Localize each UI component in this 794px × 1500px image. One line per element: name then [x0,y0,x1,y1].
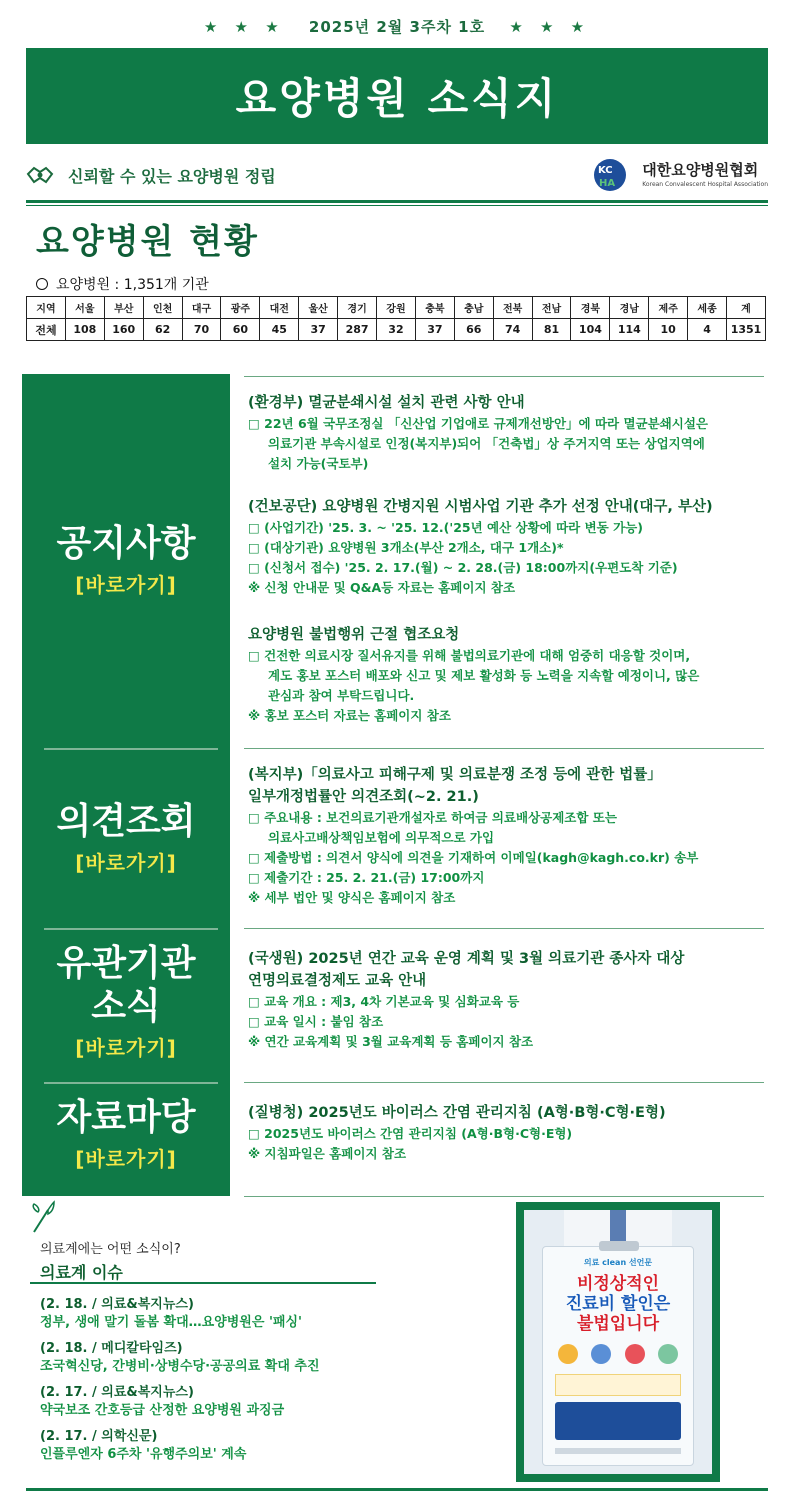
opinion-line: □ 제출방법 : 의견서 양식에 의견을 기재하여 이메일(kagh@kagh.co.kr) 송부 [248,850,699,865]
menu-related-title-1[interactable]: 유관기관 [56,943,196,984]
clip-graphic [599,1241,639,1251]
count-cell: 32 [377,319,416,341]
notice-title[interactable]: (건보공단) 요양병원 간병지원 시범사업 기관 추가 선정 안내(대구, 부산) [248,499,713,515]
poster-image [524,1210,712,1474]
region-cell: 울산 [299,297,338,319]
issue-item[interactable] [40,1340,480,1376]
bed-icon [658,1344,678,1364]
notice-title[interactable]: 요양병원 불법행위 근절 협조요청 [248,627,460,643]
count-cell: 108 [65,319,104,341]
slogan-text: 신뢰할 수 있는 요양병원 정립 [68,166,276,186]
notice-line: 관심과 참여 부탁드립니다. [268,688,415,703]
opinion-title[interactable]: (복지부)「의료사고 피해구제 및 의료분쟁 조정 등에 관한 법률」 [248,767,662,783]
count-cell: 10 [649,319,688,341]
related-line: ※ 연간 교육계획 및 3월 교육계획 등 홈페이지 참조 [248,1034,534,1049]
poster-notice-box [555,1374,681,1396]
tie-graphic [610,1210,626,1244]
stars-right: ★ ★ ★ [509,18,591,36]
issue-headline[interactable]: 정부, 생애 말기 돌봄 확대…요양병원은 '패싱' [40,1315,303,1330]
menu-resources-link[interactable]: [바로가기] [75,1147,177,1172]
region-cell: 경남 [610,297,649,319]
location-icon [625,1344,645,1364]
count-cell: 70 [182,319,221,341]
notice-line: □ 건전한 의료시장 질서유지를 위해 불법의료기관에 대해 엄중히 대응할 것이며, [248,648,691,663]
poster-headline-3: 불법입니다 [576,1314,660,1334]
menu-related-link[interactable]: [바로가기] [75,1036,177,1061]
coin-icon [558,1344,578,1364]
menu-notices-link[interactable]: [바로가기] [75,573,177,598]
menu-related[interactable] [22,942,230,1061]
notice-line: 의료기관 부속시설로 인정(복지부)되어 「건축법」상 주거지역 또는 상업지역에 [268,436,705,451]
campaign-poster[interactable] [516,1202,720,1482]
resource-line: □ 2025년도 바이러스 간염 관리지침 (A형·B형·C형·E형) [248,1126,573,1141]
poster-tag: 의료 clean 선언문 [583,1258,653,1267]
issue-item[interactable] [40,1384,480,1420]
clipboard-graphic [542,1246,694,1466]
count-cell: 74 [493,319,532,341]
region-cell: 경기 [338,297,377,319]
newsletter-title: 요양병원 소식지 [235,74,559,123]
count-cell: 104 [571,319,610,341]
issue-source: (2. 17. / 의학신문) [40,1429,158,1444]
association-eng: Korean Convalescent Hospital Association [642,180,768,188]
notice-line: □ 22년 6월 국무조정실 「신산업 기업애로 규제개선방안」에 따라 멸균분쇄시설은 [248,416,708,431]
region-cell: 부산 [104,297,143,319]
poster-headline-2: 진료비 할인은 [565,1294,671,1314]
related-line: □ 교육 일시 : 붙임 참조 [248,1014,384,1029]
menu-divider [44,1082,218,1084]
issue-line [0,16,794,37]
content-divider [244,1196,764,1197]
count-cell: 62 [143,319,182,341]
region-table [26,296,766,341]
issue-headline[interactable]: 조국혁신당, 간병비·상병수당·공공의료 확대 추진 [40,1359,320,1374]
content-divider [244,1082,764,1083]
issue-source: (2. 18. / 의료&복지뉴스) [40,1297,194,1312]
region-cell: 경북 [571,297,610,319]
issue-source: (2. 18. / 메디칼타임즈) [40,1341,183,1356]
menu-notices[interactable] [22,522,230,598]
count-cell: 60 [221,319,260,341]
poster-headline-1: 비정상적인 [576,1274,660,1294]
content-divider [244,376,764,377]
issue-item[interactable] [40,1296,480,1332]
related-line: □ 교육 개요 : 제3, 4차 기본교육 및 심화교육 등 [248,994,520,1009]
region-cell: 광주 [221,297,260,319]
opinion-line: □ 주요내용 : 보건의료기관개설자로 하여금 의료배상공제조합 또는 [248,810,617,825]
notice-line: □ (신청서 접수) '25. 2. 17.(월) ~ 2. 28.(금) 18:00까지(우편도착 기준) [248,560,678,575]
divider [26,200,768,203]
issue-label: 2025년 2월 3주차 1호 [308,18,486,36]
count-cell: 287 [338,319,377,341]
count-cell: 37 [415,319,454,341]
poster-icons [543,1344,693,1364]
region-count-row [27,319,766,341]
status-heading: 요양병원 현황 [36,222,259,262]
opinion-line: ※ 세부 법안 및 양식은 홈페이지 참조 [248,890,456,905]
region-cell: 충북 [415,297,454,319]
count-cell: 4 [688,319,727,341]
opinion-line: 의료사고배상책임보험에 의무적으로 가입 [268,830,495,845]
stars-left: ★ ★ ★ [203,18,285,36]
region-cell: 서울 [65,297,104,319]
region-cell: 전남 [532,297,571,319]
poster-headline [543,1274,693,1334]
resource-item [248,1102,768,1164]
opinion-title-2[interactable]: 일부개정법률안 의견조회(~2. 21.) [248,789,479,805]
issue-source: (2. 17. / 의료&복지뉴스) [40,1385,194,1400]
region-cell: 강원 [377,297,416,319]
hospital-count-text: 요양병원 : 1,351개 기관 [56,277,209,293]
handshake-icon [26,164,54,186]
issue-item[interactable] [40,1428,480,1464]
issue-headline[interactable]: 약국보조 간호등급 산정한 요양병원 과징금 [40,1403,285,1418]
count-cell: 1351 [727,319,766,341]
slogan [26,164,276,187]
notice-title[interactable]: (환경부) 멸균분쇄시설 설치 관련 사항 안내 [248,395,525,411]
pen-leaf-icon [30,1200,56,1236]
notice-line: ※ 신청 안내문 및 Q&A등 자료는 홈페이지 참조 [248,580,516,595]
menu-divider [44,928,218,930]
region-cell: 충남 [454,297,493,319]
sub-bar [26,150,768,200]
menu-opinion-link[interactable]: [바로가기] [75,851,177,876]
notice-line: □ (사업기간) '25. 3. ~ '25. 12.('25년 예산 상황에 따라 변동 가능) [248,520,643,535]
issue-prompt: 의료계에는 어떤 소식이? [40,1242,181,1257]
notice-item [248,624,768,726]
person-icon [591,1344,611,1364]
opinion-item [248,764,768,908]
section-nav-column [22,374,230,1196]
poster-footer [555,1448,681,1454]
notice-item [248,392,768,474]
region-row-label: 지역 [27,297,66,319]
region-cell: 계 [727,297,766,319]
menu-resources-title[interactable]: 자료마당 [56,1097,196,1138]
count-cell: 66 [454,319,493,341]
notice-line: 설치 가능(국토부) [268,456,369,471]
count-cell: 45 [260,319,299,341]
notice-line: ※ 홍보 포스터 자료는 홈페이지 참조 [248,708,451,723]
opinion-line: □ 제출기간 : 25. 2. 21.(금) 17:00까지 [248,870,485,885]
count-cell: 114 [610,319,649,341]
count-cell: 81 [532,319,571,341]
issue-divider [30,1282,376,1284]
association-logo [590,157,768,193]
region-cell: 대구 [182,297,221,319]
menu-opinion[interactable] [22,800,230,876]
menu-opinion-title[interactable]: 의견조회 [56,801,196,842]
svg-text:HA: HA [599,178,616,189]
issue-section-title: 의료계 이슈 [40,1263,123,1282]
region-cell: 인천 [143,297,182,319]
association-name: 대한요양병원협회 [642,160,759,179]
content-divider [244,928,764,929]
menu-notices-title[interactable]: 공지사항 [56,523,196,564]
resource-title[interactable]: (질병청) 2025년도 바이러스 간염 관리지침 (A형·B형·C형·E형) [248,1105,666,1121]
related-title[interactable]: (국생원) 2025년 연간 교육 운영 계획 및 3월 의료기관 종사자 대상 [248,951,685,967]
divider-thin [26,205,768,206]
content-divider [244,748,764,749]
notice-line: □ (대상기관) 요양병원 3개소(부산 2개소, 대구 1개소)* [248,540,564,555]
issue-headline[interactable]: 인플루엔자 6주차 '유행주의보' 계속 [40,1447,247,1462]
count-cell: 37 [299,319,338,341]
kcha-logo-icon [590,157,634,193]
region-cell: 전북 [493,297,532,319]
circle-bullet-icon [36,278,48,290]
region-cell: 세종 [688,297,727,319]
menu-divider [44,748,218,750]
menu-resources[interactable] [22,1096,230,1172]
menu-related-title-2[interactable]: 소식 [91,986,161,1028]
notice-item [248,496,768,598]
count-cell: 160 [104,319,143,341]
notice-line: 계도 홍보 포스터 배포와 신고 및 제보 활성화 등 노력을 지속할 예정이니, 많은 [268,668,700,683]
hospital-count [36,274,209,294]
poster-contact-box [555,1402,681,1440]
count-row-label: 전체 [27,319,66,341]
region-header-row [27,297,766,319]
svg-text:KC: KC [598,165,613,176]
related-title-2[interactable]: 연명의료결정제도 교육 안내 [248,973,427,989]
related-item [248,948,768,1052]
region-cell: 대전 [260,297,299,319]
bottom-divider [26,1488,768,1491]
title-banner [26,48,768,144]
resource-line: ※ 지침파일은 홈페이지 참조 [248,1146,407,1161]
region-cell: 제주 [649,297,688,319]
